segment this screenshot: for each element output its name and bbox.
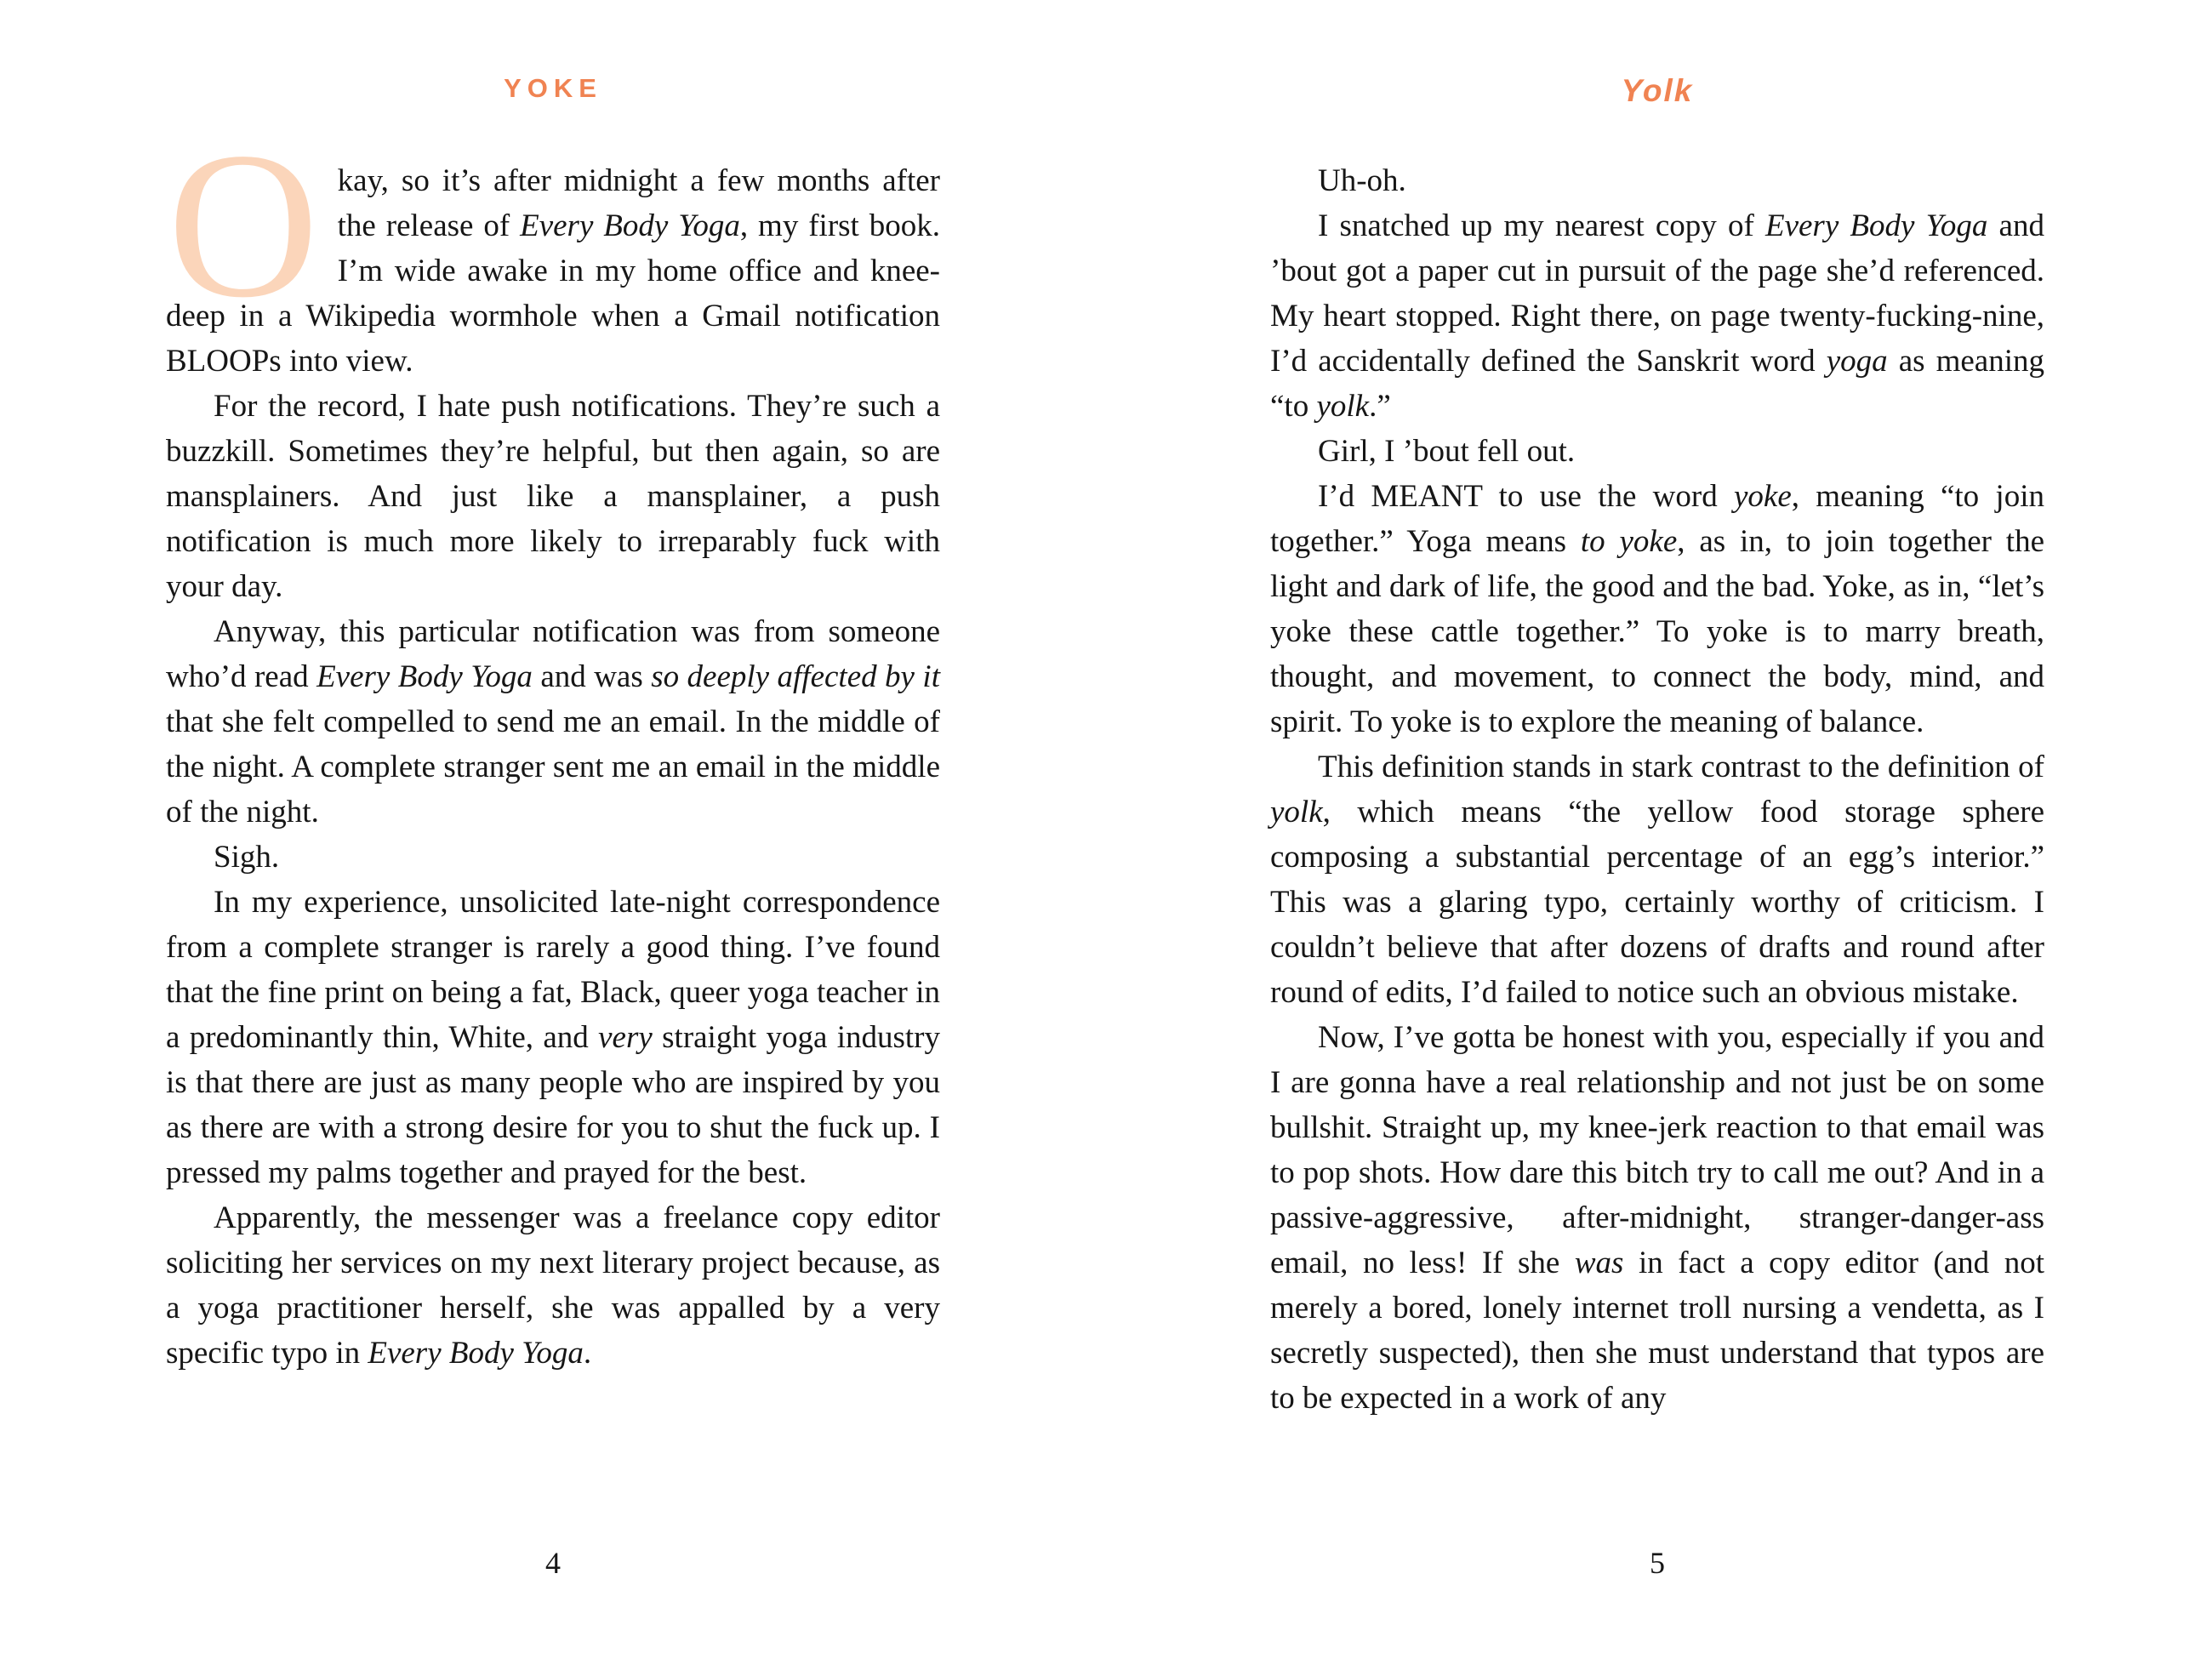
- text-run: Now, I’ve gotta be honest with you, especially if you and I are gonna have a real relationship and not just be on some bullshit. Straight up, my knee-jerk reaction to that email was to pop shots. How dare this bitch try to call me out? And in a passive-aggressive, after-midnight, stranger-danger-ass email, no less! If she: [1270, 1020, 2044, 1280]
- text-run: , as in, to join together the light and dark of life, the good and the bad. Yoke, as in, “let’s yoke these cattle together.” To yoke is to marry breath, thought, and movement, to connect the body, mind, and spirit. To yoke is to explore the meaning of balance.: [1270, 524, 2044, 739]
- paragraph: [166, 1195, 940, 1376]
- text-run: and ’bout got a paper cut in pursuit of the page she’d referenced. My heart stopped. Right there, on page twenty-fucking-nine, I’d accidentally defined the Sanskrit word: [1270, 208, 2044, 379]
- italic-text-run: yolk: [1270, 795, 1323, 830]
- text-run: Anyway, this particular notification was from someone who’d read: [166, 614, 940, 694]
- text-run: I snatched up my nearest copy of: [1318, 208, 1765, 243]
- text-run: kay, so it’s after midnight a few months after the release of: [337, 163, 940, 243]
- right-page-body: [1270, 158, 2044, 1421]
- page-left: [166, 0, 940, 1659]
- italic-text-run: Every Body Yoga: [368, 1336, 584, 1371]
- italic-text-run: yolk: [1316, 389, 1370, 424]
- italic-text-run: Every Body Yoga: [1764, 208, 1988, 243]
- running-head-left: YOKE: [504, 73, 602, 103]
- text-run: .: [583, 1336, 592, 1371]
- text-run: This definition stands in stark contrast to the definition of: [1318, 750, 2044, 784]
- text-run: Girl, I ’bout fell out.: [1318, 434, 1576, 469]
- left-page-body: [166, 110, 940, 1376]
- paragraph: [1270, 1015, 2044, 1421]
- paragraph: [1270, 474, 2044, 744]
- italic-text-run: yoke: [1733, 479, 1792, 514]
- text-run: that she felt compelled to send me an email. In the middle of the night. A complete stranger sent me an email in the middle of the night.: [166, 704, 940, 830]
- text-run: as meaning “to: [1270, 344, 2045, 424]
- text-run: .”: [1369, 389, 1391, 424]
- paragraph: [166, 384, 940, 609]
- italic-text-run: very: [598, 1020, 653, 1055]
- paragraph: [1270, 203, 2044, 429]
- paragraph: [1270, 158, 2044, 203]
- text-run: and was: [532, 659, 652, 694]
- page-number-right: 5: [1650, 1546, 1665, 1580]
- italic-text-run: Every Body Yoga: [520, 208, 740, 243]
- paragraph: [166, 835, 940, 880]
- page-number-left: 4: [545, 1546, 561, 1580]
- text-run: Apparently, the messenger was a freelance copy editor soliciting her services on my next literary project because, as a yoga practitioner herself, she was appalled by a very specific typo in: [166, 1200, 940, 1371]
- text-run: , my first book. I’m wide awake in my home office and knee-deep in a Wikipedia wormhole when a Gmail notification BLOOPs into view.: [166, 208, 940, 379]
- italic-text-run: was: [1574, 1246, 1624, 1280]
- paragraph: [166, 609, 940, 835]
- text-run: in fact a copy editor (and not merely a bored, lonely internet troll nursing a vendetta, as I secretly suspected), then she must understand that typos are to be expected in a work of any: [1270, 1246, 2044, 1416]
- dropcap-letter: O: [168, 110, 319, 341]
- text-run: I’d MEANT to use the word: [1318, 479, 1734, 514]
- page-right: [1270, 0, 2044, 1659]
- paragraph: [166, 110, 940, 384]
- italic-text-run: to yoke: [1580, 524, 1678, 559]
- italic-text-run: yoga: [1826, 344, 1888, 379]
- text-run: Uh-oh.: [1318, 163, 1406, 198]
- text-run: , which means “the yellow food storage sphere composing a substantial percentage of an egg’s interior.” This was a glaring typo, certainly worthy of criticism. I couldn’t believe that after dozens of drafts and round after round of edits, I’d failed to notice such an obvious mistake.: [1270, 795, 2044, 1010]
- text-run: straight yoga industry is that there are just as many people who are inspired by you as there are with a strong desire for you to shut the fuck up. I pressed my palms together and prayed for the best.: [166, 1020, 940, 1190]
- italic-text-run: so deeply affected by it: [651, 659, 940, 694]
- running-head-right: Yolk: [1621, 73, 1694, 108]
- text-run: In my experience, unsolicited late-night correspondence from a complete stranger is rarely a good thing. I’ve found that the fine print on being a fat, Black, queer yoga teacher in a predominantly thin, White, and: [166, 885, 940, 1055]
- text-run: , meaning “to join together.” Yoga means: [1270, 479, 2044, 559]
- paragraph: [166, 880, 940, 1195]
- paragraph: [1270, 429, 2044, 474]
- paragraph: [1270, 744, 2044, 1015]
- italic-text-run: Every Body Yoga: [316, 659, 533, 694]
- text-run: For the record, I hate push notifications. They’re such a buzzkill. Sometimes they’re helpful, but then again, so are mansplainers. And just like a mansplainer, a push notification is much more likely to irreparably fuck with your day.: [166, 389, 940, 604]
- text-run: Sigh.: [214, 840, 280, 875]
